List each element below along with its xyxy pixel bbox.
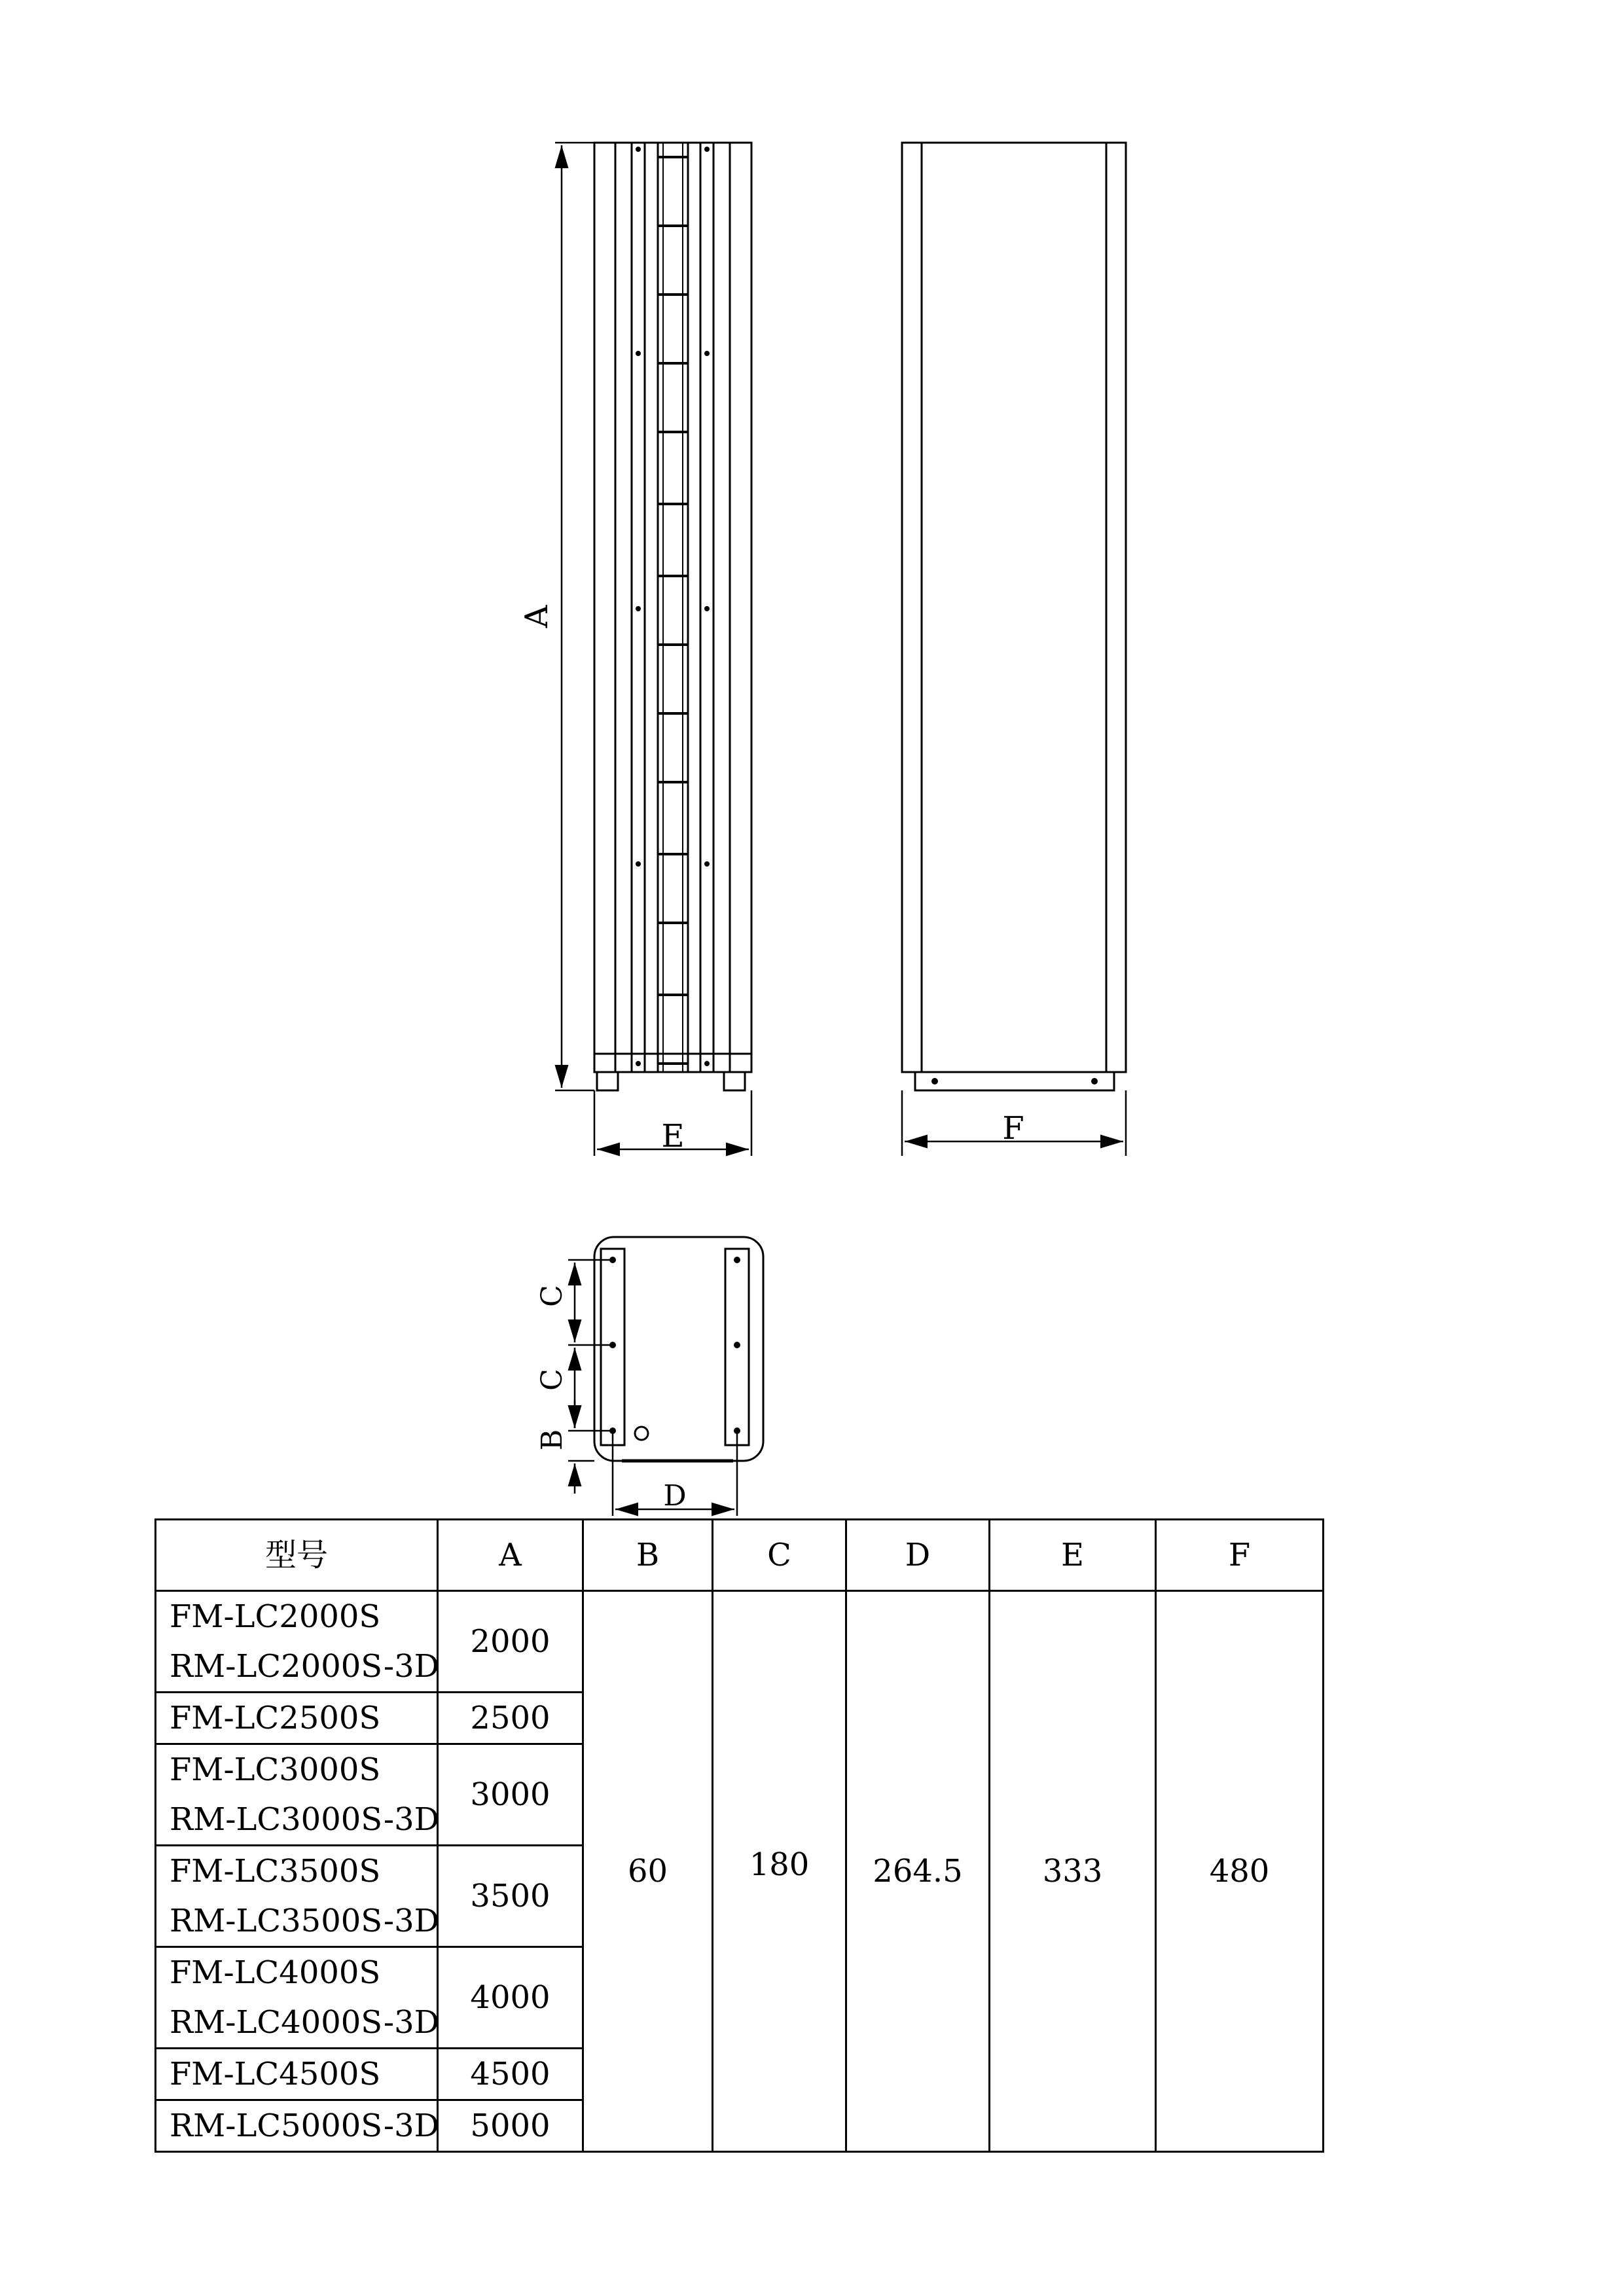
side-view bbox=[902, 143, 1126, 1090]
model-name: RM-LC5000S-3D bbox=[170, 2108, 440, 2144]
table-row bbox=[156, 1591, 1324, 1693]
value-f: 480 bbox=[1156, 1591, 1324, 2152]
header-e: E bbox=[990, 1520, 1156, 1591]
value-e: 333 bbox=[990, 1591, 1156, 2152]
value-a: 5000 bbox=[438, 2100, 583, 2152]
model-cell bbox=[156, 1947, 438, 2049]
value-b: 60 bbox=[583, 1591, 713, 2152]
dimension-a bbox=[555, 143, 594, 1090]
header-model: 型号 bbox=[156, 1520, 438, 1591]
header-f: F bbox=[1156, 1520, 1324, 1591]
model-name: FM-LC3500S bbox=[170, 1853, 381, 1890]
dim-d-label: D bbox=[663, 1479, 687, 1513]
dim-c-upper-label: C bbox=[535, 1285, 569, 1307]
model-cell bbox=[156, 1744, 438, 1846]
model-name: FM-LC4000S bbox=[170, 1954, 381, 1991]
value-d: 264.5 bbox=[846, 1591, 990, 2152]
spec-table bbox=[154, 1518, 1324, 2153]
model-name: FM-LC2500S bbox=[170, 1700, 381, 1736]
model-name: FM-LC4500S bbox=[170, 2056, 381, 2092]
front-view bbox=[594, 143, 751, 1090]
bottom-view bbox=[594, 1237, 763, 1461]
model-name: RM-LC2000S-3D bbox=[170, 1648, 440, 1685]
foot-left bbox=[597, 1072, 618, 1090]
header-d: D bbox=[846, 1520, 990, 1591]
model-cell bbox=[156, 1846, 438, 1947]
value-a: 2000 bbox=[438, 1591, 583, 1693]
mount-holes bbox=[609, 1257, 740, 1434]
header-a: A bbox=[438, 1520, 583, 1591]
value-a: 4000 bbox=[438, 1947, 583, 2049]
value-c: 180 bbox=[713, 1591, 846, 2152]
model-name: RM-LC3500S-3D bbox=[170, 1903, 440, 1939]
dim-f-label: F bbox=[1002, 1110, 1024, 1147]
grille-slats bbox=[658, 157, 688, 1064]
side-rivets bbox=[636, 147, 710, 1066]
model-cell bbox=[156, 2100, 438, 2152]
model-cell bbox=[156, 1693, 438, 1744]
header-b: B bbox=[583, 1520, 713, 1591]
model-cell bbox=[156, 2049, 438, 2100]
base-plate bbox=[915, 1072, 1114, 1090]
model-name: FM-LC3000S bbox=[170, 1751, 381, 1788]
value-a: 4500 bbox=[438, 2049, 583, 2100]
foot-right bbox=[724, 1072, 745, 1090]
model-name: FM-LC2000S bbox=[170, 1598, 381, 1635]
dim-b-label: B bbox=[535, 1429, 569, 1451]
value-a: 2500 bbox=[438, 1693, 583, 1744]
value-a: 3000 bbox=[438, 1744, 583, 1846]
dim-a-label: A bbox=[518, 605, 555, 628]
model-name: RM-LC3000S-3D bbox=[170, 1801, 440, 1838]
cable-hole bbox=[635, 1427, 648, 1440]
header-c: C bbox=[713, 1520, 846, 1591]
table-header-row bbox=[156, 1520, 1324, 1591]
model-name: RM-LC4000S-3D bbox=[170, 2004, 440, 2041]
dim-c-lower-label: C bbox=[535, 1369, 569, 1391]
model-cell bbox=[156, 1591, 438, 1693]
dim-e-label: E bbox=[661, 1118, 685, 1155]
value-a: 3500 bbox=[438, 1846, 583, 1947]
